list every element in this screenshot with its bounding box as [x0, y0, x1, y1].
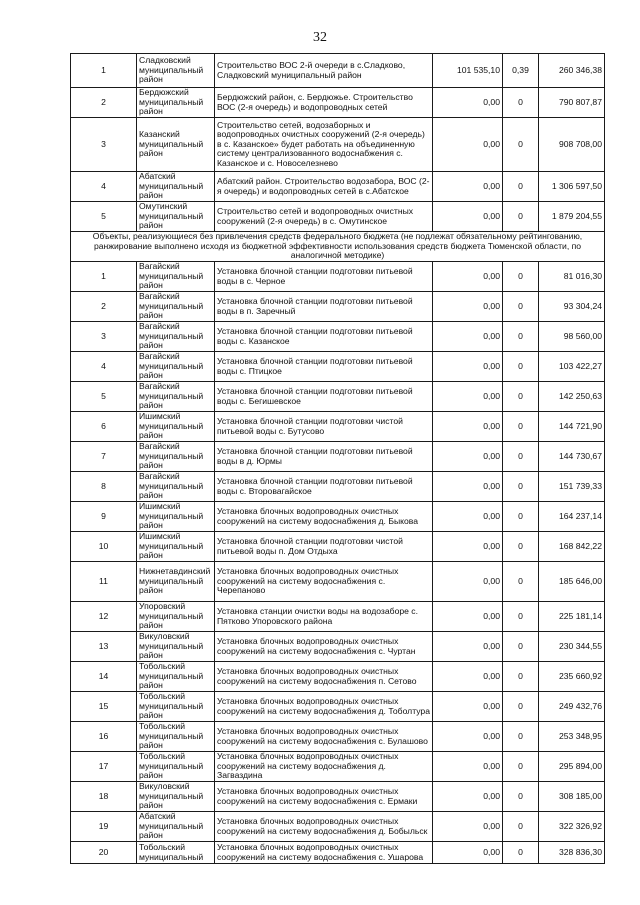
federal-budget-cell: 0,00: [433, 502, 503, 532]
object-description-cell: Установка блочных водопроводных очистных сооружений на систему водоснабжения д. Бобыльск: [215, 812, 433, 842]
object-description-cell: Установка блочной станции подготовки питьевой воды в д. Юрмы: [215, 442, 433, 472]
ratio-cell: 0: [503, 292, 539, 322]
federal-budget-cell: 0,00: [433, 118, 503, 172]
federal-budget-cell: 0,00: [433, 382, 503, 412]
object-description-cell: Установка блочной станции подготовки чистой питьевой воды п. Дом Отдыха: [215, 532, 433, 562]
federal-budget-cell: 0,00: [433, 562, 503, 602]
table-row: [71, 632, 605, 662]
object-description-cell: Абатский район. Строительство водозабора, ВОС (2-я очередь) и водопроводных сетей в с.Абатское: [215, 172, 433, 202]
object-description-cell: Установка блочных водопроводных очистных сооружений на систему водоснабжения д. Быкова: [215, 502, 433, 532]
district-cell: Тобольский муниципальный район: [137, 692, 215, 722]
district-cell: Абатский муниципальный район: [137, 812, 215, 842]
district-cell: Тобольский муниципальный: [137, 842, 215, 864]
object-description-cell: Установка блочной станции подготовки чистой питьевой воды с. Бутусово: [215, 412, 433, 442]
ratio-cell: 0: [503, 202, 539, 232]
federal-budget-cell: 0,00: [433, 812, 503, 842]
total-cost-cell: 230 344,55: [539, 632, 605, 662]
table-row: [71, 202, 605, 232]
federal-budget-cell: 0,00: [433, 322, 503, 352]
row-number: 1: [71, 262, 137, 292]
total-cost-cell: 1 879 204,55: [539, 202, 605, 232]
ratio-cell: 0: [503, 262, 539, 292]
section-heading-row: [71, 232, 605, 262]
object-description-cell: Установка блочной станции подготовки питьевой воды в п. Заречный: [215, 292, 433, 322]
federal-budget-cell: 0,00: [433, 602, 503, 632]
total-cost-cell: 908 708,00: [539, 118, 605, 172]
row-number: 2: [71, 292, 137, 322]
row-number: 4: [71, 352, 137, 382]
table-row: [71, 842, 605, 864]
total-cost-cell: 151 739,33: [539, 472, 605, 502]
federal-budget-cell: 0,00: [433, 782, 503, 812]
ratio-cell: 0: [503, 352, 539, 382]
object-description-cell: Установка блочных водопроводных очистных сооружений на систему водоснабжения с. Булашово: [215, 722, 433, 752]
district-cell: Тобольский муниципальный район: [137, 752, 215, 782]
ratio-cell: 0: [503, 692, 539, 722]
table-row: [71, 292, 605, 322]
table-row: [71, 562, 605, 602]
total-cost-cell: 1 306 597,50: [539, 172, 605, 202]
row-number: 9: [71, 502, 137, 532]
total-cost-cell: 144 730,67: [539, 442, 605, 472]
row-number: 3: [71, 118, 137, 172]
federal-budget-cell: 0,00: [433, 352, 503, 382]
federal-budget-cell: 0,00: [433, 722, 503, 752]
total-cost-cell: 260 346,38: [539, 54, 605, 88]
district-cell: Вагайский муниципальный район: [137, 352, 215, 382]
district-cell: Тобольский муниципальный район: [137, 662, 215, 692]
table-row: [71, 782, 605, 812]
district-cell: Упоровский муниципальный район: [137, 602, 215, 632]
object-description-cell: Установка блочной станции подготовки питьевой воды с. Бегишевское: [215, 382, 433, 412]
table-row: [71, 752, 605, 782]
table-row: [71, 602, 605, 632]
district-cell: Сладковский муниципальный район: [137, 54, 215, 88]
row-number: 17: [71, 752, 137, 782]
regional-objects-group: [71, 262, 605, 864]
row-number: 19: [71, 812, 137, 842]
total-cost-cell: 93 304,24: [539, 292, 605, 322]
district-cell: Викуловский муниципальный район: [137, 632, 215, 662]
federal-budget-cell: 0,00: [433, 662, 503, 692]
total-cost-cell: 144 721,90: [539, 412, 605, 442]
row-number: 1: [71, 54, 137, 88]
object-description-cell: Установка блочных водопроводных очистных сооружений на систему водоснабжения с. Чуртан: [215, 632, 433, 662]
ratio-cell: 0: [503, 752, 539, 782]
table-row: [71, 812, 605, 842]
ratio-cell: 0: [503, 812, 539, 842]
district-cell: Ишимский муниципальный район: [137, 412, 215, 442]
object-description-cell: Установка блочной станции подготовки питьевой воды в с. Черное: [215, 262, 433, 292]
row-number: 5: [71, 202, 137, 232]
total-cost-cell: 235 660,92: [539, 662, 605, 692]
ratio-cell: 0: [503, 722, 539, 752]
object-description-cell: Установка станции очистки воды на водозаборе с. Пятково Упоровского района: [215, 602, 433, 632]
row-number: 16: [71, 722, 137, 752]
ratio-cell: 0: [503, 632, 539, 662]
ratio-cell: 0: [503, 412, 539, 442]
district-cell: Викуловский муниципальный район: [137, 782, 215, 812]
federal-budget-cell: 0,00: [433, 292, 503, 322]
object-description-cell: Установка блочных водопроводных очистных сооружений на систему водоснабжения п. Сетово: [215, 662, 433, 692]
table-row: [71, 692, 605, 722]
table-row: [71, 352, 605, 382]
ratio-cell: 0: [503, 502, 539, 532]
table-row: [71, 118, 605, 172]
total-cost-cell: 225 181,14: [539, 602, 605, 632]
row-number: 5: [71, 382, 137, 412]
table-row: [71, 442, 605, 472]
object-description-cell: Установка блочных водопроводных очистных сооружений на систему водоснабжения с. Черепаново: [215, 562, 433, 602]
object-description-cell: Установка блочных водопроводных очистных сооружений на систему водоснабжения д. Тоболтура: [215, 692, 433, 722]
district-cell: Бердюжский муниципальный район: [137, 88, 215, 118]
district-cell: Омутинский муниципальный район: [137, 202, 215, 232]
district-cell: Нижнетавдинский муниципальный район: [137, 562, 215, 602]
district-cell: Тобольский муниципальный район: [137, 722, 215, 752]
table-row: [71, 472, 605, 502]
total-cost-cell: 168 842,22: [539, 532, 605, 562]
total-cost-cell: 253 348,95: [539, 722, 605, 752]
row-number: 14: [71, 662, 137, 692]
federal-budget-cell: 0,00: [433, 752, 503, 782]
table-row: [71, 722, 605, 752]
federal-objects-group: [71, 54, 605, 232]
district-cell: Вагайский муниципальный район: [137, 382, 215, 412]
federal-budget-cell: 0,00: [433, 412, 503, 442]
federal-budget-cell: 0,00: [433, 632, 503, 662]
row-number: 2: [71, 88, 137, 118]
total-cost-cell: 81 016,30: [539, 262, 605, 292]
ratio-cell: 0: [503, 172, 539, 202]
table-row: [71, 172, 605, 202]
total-cost-cell: 308 185,00: [539, 782, 605, 812]
ratio-cell: 0: [503, 118, 539, 172]
object-description-cell: Установка блочных водопроводных очистных сооружений на систему водоснабжения с. Ермаки: [215, 782, 433, 812]
object-description-cell: Установка блочной станции подготовки питьевой воды с. Второвагайское: [215, 472, 433, 502]
ratio-cell: 0: [503, 662, 539, 692]
federal-budget-cell: 0,00: [433, 692, 503, 722]
district-cell: Абатский муниципальный район: [137, 172, 215, 202]
district-cell: Вагайский муниципальный район: [137, 292, 215, 322]
ratio-cell: 0: [503, 782, 539, 812]
row-number: 4: [71, 172, 137, 202]
object-description-cell: Установка блочных водопроводных очистных сооружений на систему водоснабжения с. Ушарова: [215, 842, 433, 864]
district-cell: Ишимский муниципальный район: [137, 502, 215, 532]
district-cell: Вагайский муниципальный район: [137, 322, 215, 352]
district-cell: Вагайский муниципальный район: [137, 442, 215, 472]
table-row: [71, 502, 605, 532]
federal-budget-cell: 0,00: [433, 442, 503, 472]
ratio-cell: 0: [503, 88, 539, 118]
object-description-cell: Строительство ВОС 2-й очереди в с.Сладково, Сладковский муниципальный район: [215, 54, 433, 88]
section-heading: Объекты, реализующиеся без привлечения средств федерального бюджета (не подлежат обязательному рейтингованию, ранжирование выполнено исходя из бюджетной эффективности использования средств бюджета Тюменской области, по аналогичной методике): [71, 232, 605, 262]
total-cost-cell: 295 894,00: [539, 752, 605, 782]
object-description-cell: Строительство сетей и водопроводных очистных сооружений (2-я очередь) в с. Омутинское: [215, 202, 433, 232]
federal-budget-cell: 0,00: [433, 262, 503, 292]
row-number: 15: [71, 692, 137, 722]
table-row: [71, 54, 605, 88]
row-number: 8: [71, 472, 137, 502]
total-cost-cell: 249 432,76: [539, 692, 605, 722]
total-cost-cell: 98 560,00: [539, 322, 605, 352]
section-heading-group: [71, 232, 605, 262]
district-cell: Вагайский муниципальный район: [137, 262, 215, 292]
ratio-cell: 0,39: [503, 54, 539, 88]
table-row: [71, 412, 605, 442]
row-number: 20: [71, 842, 137, 864]
table-row: [71, 262, 605, 292]
object-description-cell: Строительство сетей, водозаборных и водопроводных очистных сооружений (2-я очередь) в с. Казанское» будет работать на объединенную систему централизованного водоснабжения с. Казанское и с. Новоселезнево: [215, 118, 433, 172]
total-cost-cell: 328 836,30: [539, 842, 605, 864]
table-row: [71, 88, 605, 118]
total-cost-cell: 790 807,87: [539, 88, 605, 118]
page-number: 32: [313, 30, 327, 45]
row-number: 3: [71, 322, 137, 352]
district-cell: Казанский муниципальный район: [137, 118, 215, 172]
federal-budget-cell: 0,00: [433, 172, 503, 202]
federal-budget-cell: 0,00: [433, 532, 503, 562]
ratio-cell: 0: [503, 532, 539, 562]
row-number: 11: [71, 562, 137, 602]
row-number: 6: [71, 412, 137, 442]
row-number: 10: [71, 532, 137, 562]
district-cell: Вагайский муниципальный район: [137, 472, 215, 502]
object-description-cell: Установка блочных водопроводных очистных сооружений на систему водоснабжения д. Загваздина: [215, 752, 433, 782]
total-cost-cell: 142 250,63: [539, 382, 605, 412]
object-description-cell: Бердюжский район, с. Бердюжье. Строительство ВОС (2-я очередь) и водопроводных сетей: [215, 88, 433, 118]
federal-budget-cell: 0,00: [433, 472, 503, 502]
object-description-cell: Установка блочной станции подготовки питьевой воды с. Казанское: [215, 322, 433, 352]
object-description-cell: Установка блочной станции подготовки питьевой воды с. Птицкое: [215, 352, 433, 382]
row-number: 13: [71, 632, 137, 662]
ratio-cell: 0: [503, 562, 539, 602]
ratio-cell: 0: [503, 472, 539, 502]
row-number: 18: [71, 782, 137, 812]
federal-budget-cell: 101 535,10: [433, 54, 503, 88]
ratio-cell: 0: [503, 322, 539, 352]
district-cell: Ишимский муниципальный район: [137, 532, 215, 562]
ratio-cell: 0: [503, 442, 539, 472]
total-cost-cell: 103 422,27: [539, 352, 605, 382]
total-cost-cell: 185 646,00: [539, 562, 605, 602]
table-row: [71, 382, 605, 412]
total-cost-cell: 322 326,92: [539, 812, 605, 842]
total-cost-cell: 164 237,14: [539, 502, 605, 532]
table-row: [71, 322, 605, 352]
ratio-cell: 0: [503, 602, 539, 632]
table-row: [71, 532, 605, 562]
row-number: 7: [71, 442, 137, 472]
row-number: 12: [71, 602, 137, 632]
ratio-cell: 0: [503, 842, 539, 864]
objects-table: [70, 53, 605, 864]
federal-budget-cell: 0,00: [433, 88, 503, 118]
federal-budget-cell: 0,00: [433, 842, 503, 864]
table-row: [71, 662, 605, 692]
federal-budget-cell: 0,00: [433, 202, 503, 232]
ratio-cell: 0: [503, 382, 539, 412]
